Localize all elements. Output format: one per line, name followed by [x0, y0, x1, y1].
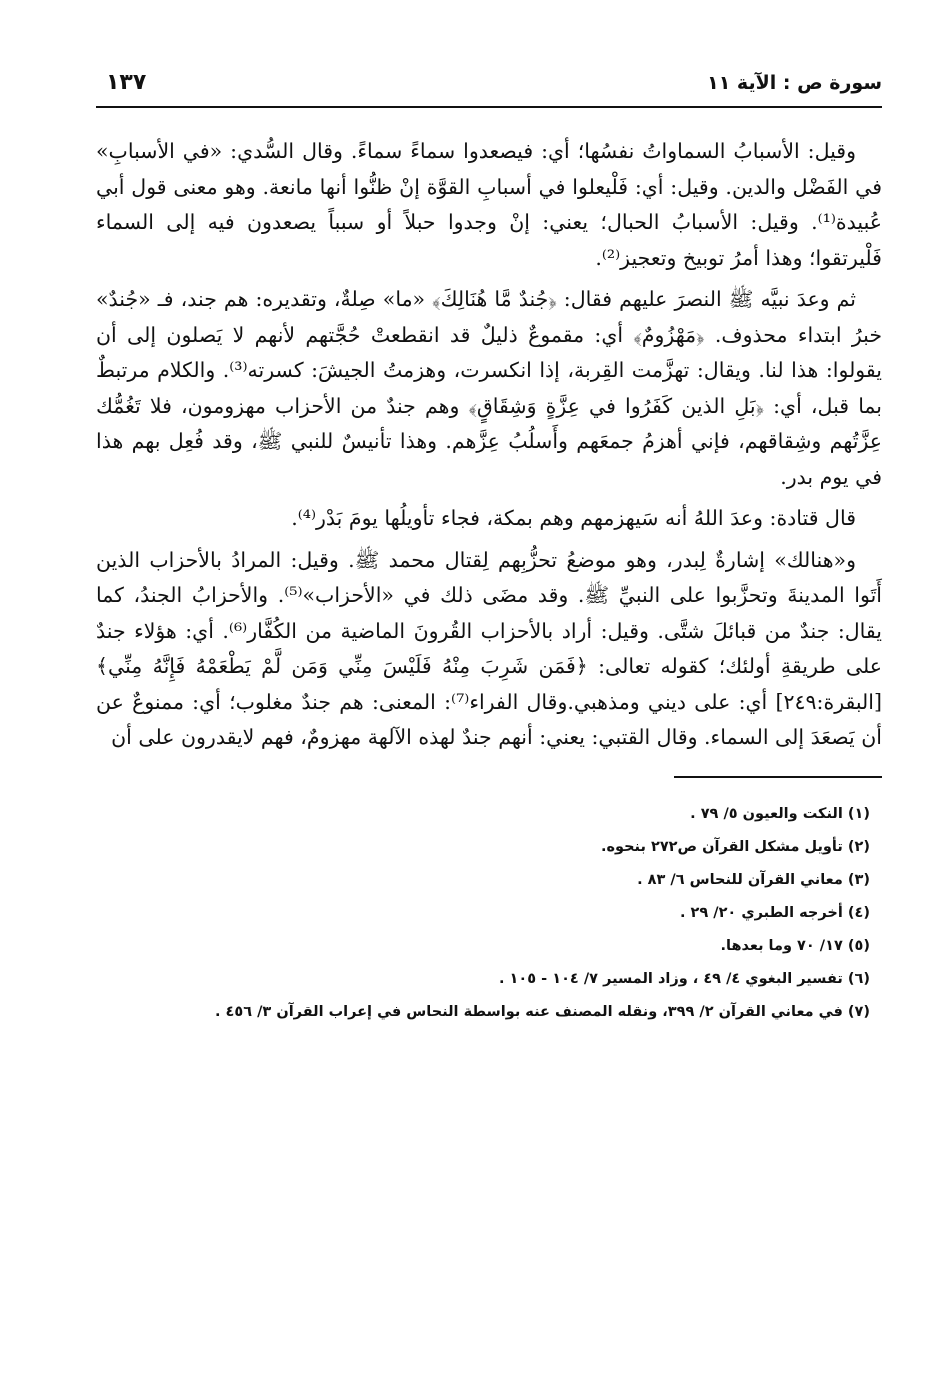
- paragraph: ثم وعدَ نبيَّه ﷺ النصرَ عليهم فقال: ﴿جُندٌ مَّا هُنَالِكَ﴾ «ما» صِلةٌ، وتقديره: هم جند، فـ «جُندٌ» خبرُ ابتداء محذوف. ﴿مَهْزُومٌ﴾ أي: مقموعٌ ذليلٌ قد انقطعتْ حُجَّتهم لأنهم لا يَصلون إلى أن يقولوا: هذا لنا. ويقال: تهزَّمت القِربة، إذا انكسرت، وهزمتُ الجيشَ: كسرته⁽³⁾. والكلام مرتبطٌ بما قبل، أي: ﴿بَلِ الذين كَفَرُوا في عِزَّةٍ وَشِقَاقٍ﴾ وهم جندٌ من الأحزاب مهزومون، فلا تَغُمُّك عِزَّتُهم وشِقاقهم، فإني أهزمُ جمعَهم وأَسلُبُ عِزَّهم. وهذا تأنيسٌ للنبي ﷺ، وقد فُعِل بهم هذا في يوم بدر.: [96, 287, 882, 489]
- main-text: [96, 134, 882, 756]
- footnote: (١) النكت والعيون ٥/ ٧٩ .: [690, 805, 870, 822]
- page-number: ١٣٧: [106, 70, 147, 95]
- surah-verse-title: سورة ص : الآية ١١: [707, 72, 882, 94]
- footnote: (٣) معاني القرآن للنحاس ٦/ ٨٣ .: [637, 871, 870, 888]
- paragraph: قال قتادة: وعدَ اللهُ أنه سَيهزمهم وهم بمكة، فجاء تأويلُها يومَ بَدْر⁽⁴⁾.: [291, 506, 856, 530]
- footnotes: [96, 798, 882, 1029]
- footnote: (٢) تأويل مشكل القرآن ص٢٧٢ بنحوه.: [600, 838, 870, 855]
- footnote: (٦) تفسير البغوي ٤/ ٤٩ ، وزاد المسير ٧/ ١٠٤ - ١٠٥ .: [498, 970, 870, 987]
- footnote: (٥) ١٧/ ٧٠ وما بعدها.: [720, 937, 870, 954]
- running-header: [96, 68, 882, 108]
- footnote: (٧) في معاني القرآن ٢/ ٣٩٩، ونقله المصنف عنه بواسطة النحاس في إعراب القرآن ٣/ ٤٥٦ .: [214, 1003, 870, 1020]
- paragraph: و«هنالك» إشارةٌ لِبدر، وهو موضعُ تحزُّبِهم لِقتال محمد ﷺ. وقيل: المرادُ بالأحزاب الذين أَتَوا المدينةَ وتحزَّبوا على النبيِّ ﷺ. وقد مضَى ذلك في «الأحزاب»⁽⁵⁾. والأحزابُ الجندُ، كما يقال: جندٌ من قبائلَ شتَّى. وقيل: أراد بالأحزاب القُرونَ الماضية من الكُفَّار⁽⁶⁾. أي: هؤلاء جندٌ على طريقةِ أولئك؛ كقوله تعالى: ﴿فَمَن شَرِبَ مِنْهُ فَلَيْسَ مِنِّي وَمَن لَّمْ يَطْعَمْهُ فَإِنَّهُ مِنِّي﴾ [البقرة:٢٤٩] أي: على ديني ومذهبي.وقال الفراء⁽⁷⁾: المعنى: هم جندٌ مغلوب؛ أي: ممنوعٌ عن أن يَصعَدَ إلى السماء. وقال القتبي: يعني: أنهم جندٌ لهذه الآلهة مهزومٌ، فهم لايقدرون على أن: [96, 547, 883, 749]
- paragraph: وقيل: الأسبابُ السماواتُ نفسُها؛ أي: فيصعدوا سماءً سماءً. وقال السُّدي: «في الأسبابِ» في الفَضْل والدين. وقيل: أي: فَلْيعلوا في أسبابِ القوَّة إنْ ظنُّوا أنها مانعة. وهو معنى قول أبي عُبيدة⁽¹⁾. وقيل: الأسبابُ الحبال؛ يعني: إنْ وجدوا حبلاً أو سبباً يصعدون فيه إلى السماء فَلْيرتقوا؛ وهذا أمرُ توبيخ وتعجيز⁽²⁾.: [96, 139, 882, 270]
- footnote: (٤) أخرجه الطبري ٢٠/ ٢٩ .: [679, 904, 870, 921]
- book-page: [96, 68, 882, 1358]
- footnote-separator: [674, 776, 882, 778]
